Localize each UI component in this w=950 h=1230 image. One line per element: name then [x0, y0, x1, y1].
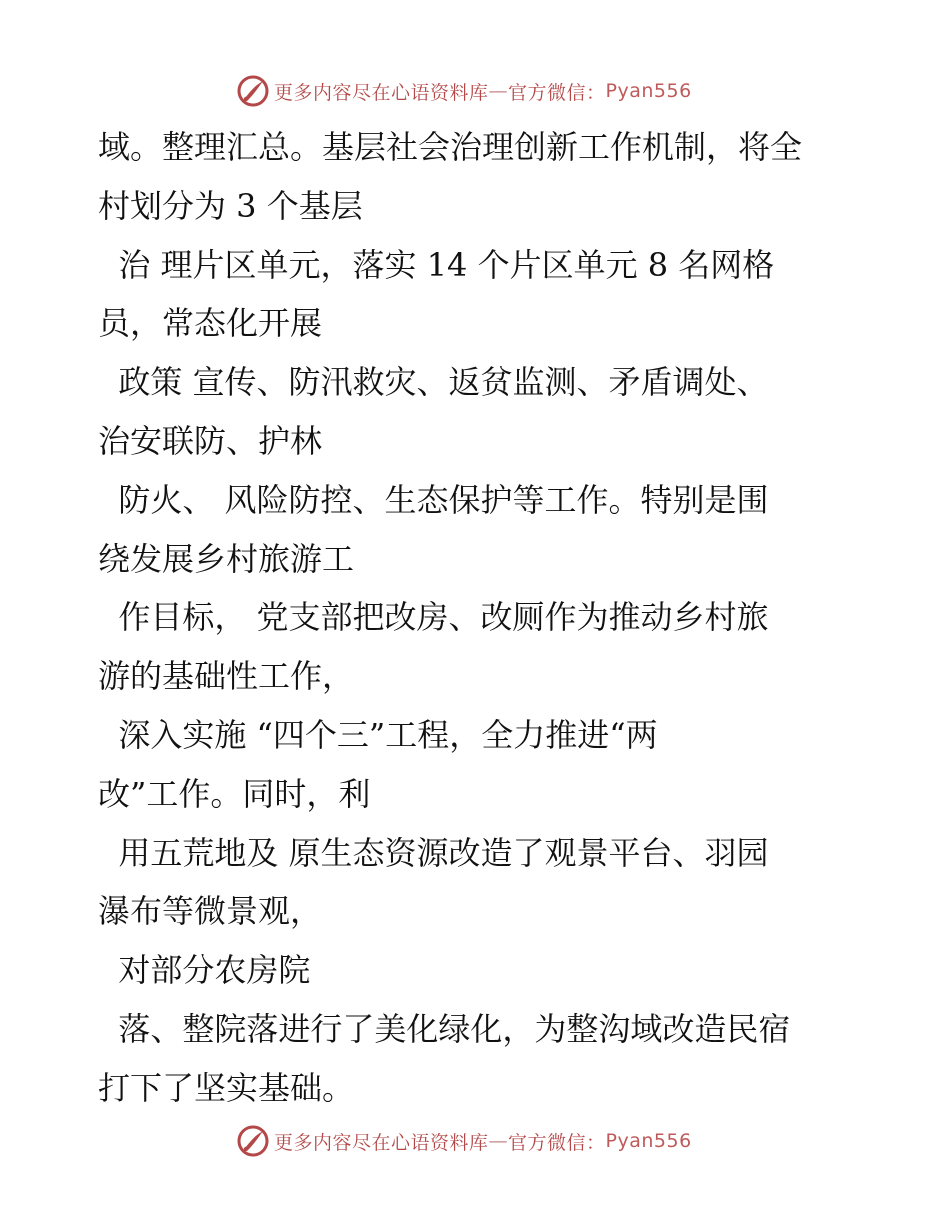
text-line: 用五荒地及 原生态资源改造了观景平台、羽园 [98, 833, 769, 872]
text-line: 游的基础性工作， [98, 657, 355, 696]
watermark-separator: — [488, 80, 509, 102]
body-text [98, 118, 868, 1118]
watermark-main-text: 更多内容尽在心语资料库 [274, 81, 489, 104]
text-line: 改”工作。同时，利 [98, 774, 371, 813]
text-line: 治安联防、护林 [98, 421, 323, 460]
watermark-official-label: 官方微信： [508, 81, 606, 104]
text-line: 政策 宣传、防汛救灾、返贫监测、矛盾调处、 [98, 363, 769, 402]
text-line: 对部分农房院 [98, 951, 311, 990]
watermark-official-label: 官方微信： [508, 1131, 606, 1154]
text-line: 作目标， 党支部把改房、改厕作为推动乡村旅 [98, 598, 769, 637]
watermark-handle: Pyan556 [605, 80, 692, 102]
watermark-separator: — [488, 1130, 509, 1152]
text-line: 绕发展乡村旅游工 [98, 539, 355, 578]
text-line: 域。整理汇总。基层社会治理创新工作机制，将全 [98, 128, 803, 166]
watermark-handle: Pyan556 [605, 1130, 692, 1152]
text-line: 防火、 风险防控、生态保护等工作。特别是围 [98, 480, 769, 519]
text-line: 深入实施 “四个三”工程，全力推进“两 [98, 715, 658, 754]
text-line: 员，常态化开展 [98, 304, 323, 343]
text-line: 瀑布等微景观， [98, 892, 323, 931]
text-line: 治 理片区单元，落实 14 个片区单元 8 名网格 [98, 245, 775, 284]
ink-brush-logo-icon [236, 1124, 270, 1158]
header-watermark [236, 74, 692, 108]
text-line: 落、整院落进行了美化绿化，为整沟域改造民宿 [98, 1009, 791, 1048]
text-line: 打下了坚实基础。 [98, 1068, 355, 1107]
watermark-main-text: 更多内容尽在心语资料库 [274, 1131, 489, 1154]
ink-brush-logo-icon [236, 74, 270, 108]
text-line: 村划分为 3 个基层 [98, 186, 363, 225]
footer-watermark [236, 1124, 692, 1158]
